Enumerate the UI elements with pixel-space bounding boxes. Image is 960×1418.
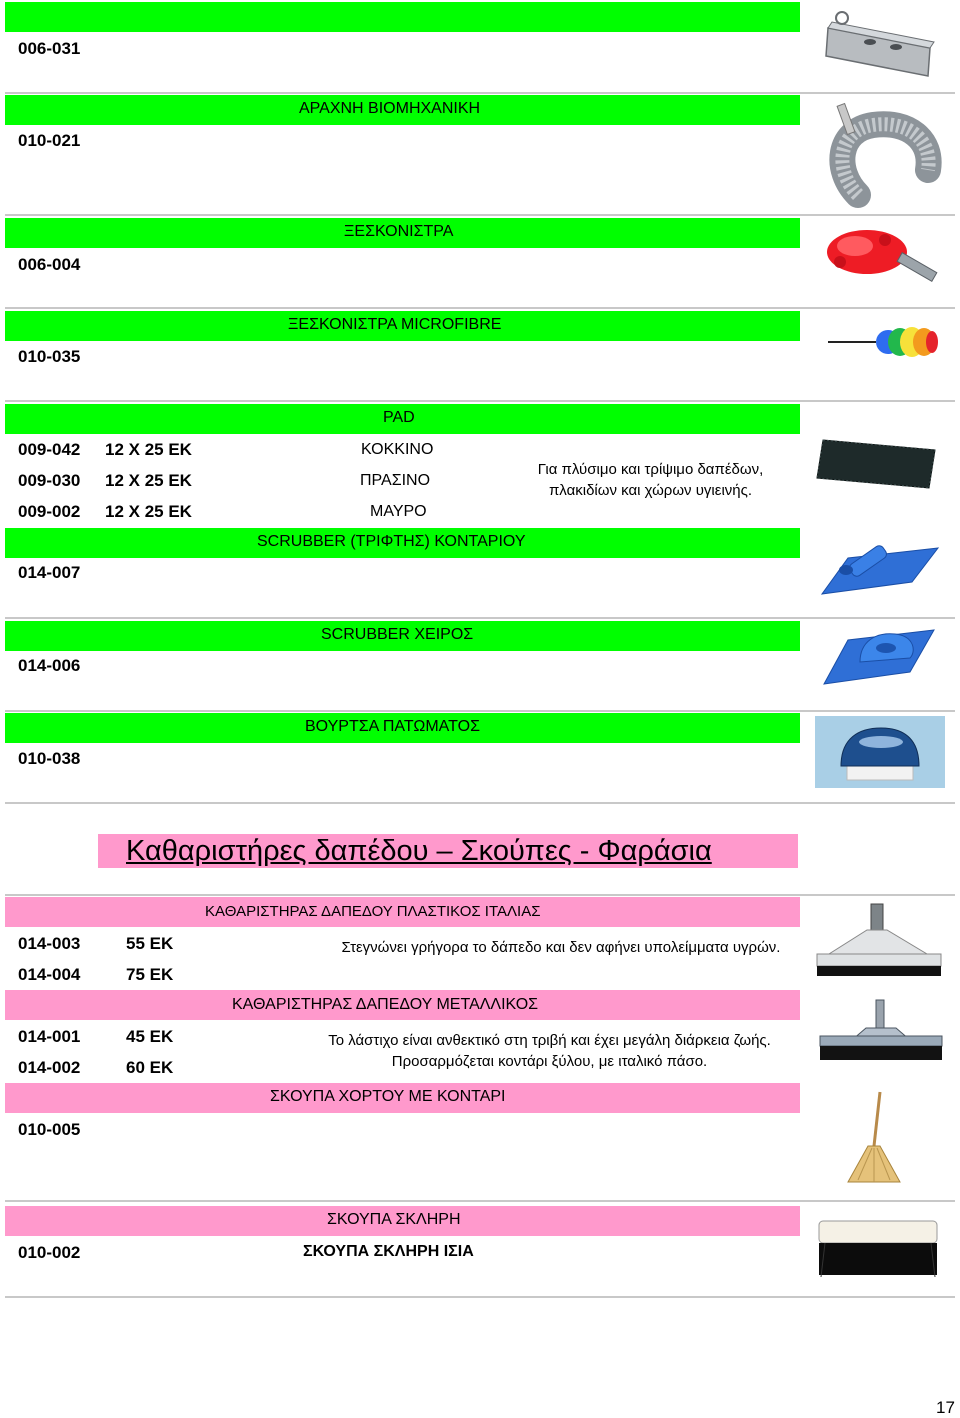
product-name: ΒΟΥΡΤΣΑ ΠΑΤΩΜΑΤΟΣ — [305, 718, 480, 735]
product-code: 010-038 — [18, 749, 81, 768]
product-code: 009-030 — [18, 471, 81, 490]
product-code: 009-002 — [18, 502, 81, 521]
product-band — [5, 1083, 800, 1113]
product-code: 014-007 — [18, 563, 81, 582]
product-name: ΚΑΘΑΡΙΣΤΗΡΑΣ ΔΑΠΕΔΟΥ ΠΛΑΣΤΙΚΟΣ ΙΤΑΛΙΑΣ — [205, 903, 541, 920]
product-name: ΣΚΟΥΠΑ ΣΚΛΗΡΗ — [327, 1211, 461, 1228]
product-code: 014-003 — [18, 934, 81, 953]
floor-brush-image — [815, 716, 945, 788]
squeegee-holder-image — [818, 8, 943, 83]
product-band — [5, 528, 800, 558]
product-name: SCRUBBER (ΤΡΙΦΤΗΣ) ΚΟΝΤΑΡΙΟΥ — [257, 533, 526, 550]
product-name: ΚΑΘΑΡΙΣΤΗΡΑΣ ΔΑΠΕΔΟΥ ΜΕΤΑΛΛΙΚΟΣ — [232, 996, 539, 1013]
product-size: 60 EK — [126, 1058, 174, 1077]
product-code: 014-004 — [18, 965, 81, 984]
product-size: 75 EK — [126, 965, 174, 984]
product-name: ΞΕΣΚΟΝΙΣΤΡΑ MICROFIBRE — [288, 316, 502, 333]
straw-broom-image — [842, 1090, 904, 1186]
product-color: ΚΟΚΚΙΝΟ — [361, 441, 434, 458]
row-divider — [5, 307, 955, 309]
product-name: SCRUBBER ΧΕΙΡΟΣ — [321, 626, 474, 643]
row-divider — [5, 214, 955, 216]
product-band — [5, 990, 800, 1020]
row-divider — [5, 92, 955, 94]
row-divider — [5, 617, 955, 619]
product-size: 12 X 25 EK — [105, 471, 192, 490]
product-code: 010-002 — [18, 1243, 81, 1262]
row-divider — [5, 710, 955, 712]
product-band — [5, 311, 800, 341]
page-number: 17 — [936, 1398, 955, 1417]
product-size: 12 X 25 EK — [105, 502, 192, 521]
product-size: 45 EK — [126, 1027, 174, 1046]
product-name: ΣΚΟΥΠΑ ΧΟΡΤΟΥ ΜΕ ΚΟΝΤΑΡΙ — [270, 1088, 506, 1105]
product-band — [5, 218, 800, 248]
plastic-squeegee-image — [815, 902, 943, 980]
product-band — [5, 897, 800, 927]
section-title-banner — [98, 834, 798, 868]
product-band — [5, 713, 800, 743]
product-name: PAD — [383, 409, 415, 426]
row-divider — [5, 894, 955, 896]
product-subtitle: ΣΚΟΥΠΑ ΣΚΛΗΡΗ ΙΣΙΑ — [303, 1243, 474, 1260]
product-size: 55 EK — [126, 934, 174, 953]
product-name: ΑΡΑΧΝΗ ΒΙΟΜΗΧΑΝΙΚΗ — [299, 100, 481, 117]
row-divider — [5, 1296, 955, 1298]
product-code: 014-001 — [18, 1027, 81, 1046]
scrub-pad-image — [815, 432, 937, 492]
section-title: Καθαριστήρες δαπέδου – Σκούπες - Φαράσια — [126, 835, 712, 867]
product-color: ΜΑΥΡΟ — [370, 503, 427, 520]
cobweb-brush-image — [828, 100, 943, 208]
product-band — [5, 621, 800, 651]
product-name: ΞΕΣΚΟΝΙΣΤΡΑ — [344, 223, 454, 240]
product-code: 014-002 — [18, 1058, 81, 1077]
product-code: 006-004 — [18, 255, 81, 274]
product-code: 010-035 — [18, 347, 81, 366]
product-band-empty — [5, 2, 800, 32]
pole-scrubber-image — [818, 538, 940, 604]
product-description: Για πλύσιμο και τρίψιμο δαπέδων, πλακιδίων και χώρων υγιεινής. — [537, 461, 764, 499]
product-band — [5, 95, 800, 125]
product-color: ΠΡΑΣΙΝΟ — [360, 472, 431, 489]
product-band — [5, 404, 800, 434]
hard-broom-image — [815, 1215, 941, 1281]
row-divider — [5, 802, 955, 804]
product-code: 014-006 — [18, 656, 81, 675]
product-code: 010-005 — [18, 1120, 81, 1139]
product-code: 006-031 — [18, 39, 81, 58]
row-divider — [5, 1200, 955, 1202]
product-code: 009-042 — [18, 440, 81, 459]
product-description: Το λάστιχο είναι ανθεκτικό στη τριβή και έχει μεγάλη διάρκεια ζωής. Προσαρμόζεται κοντάρι ξύλου, με ιταλικό πάσο. — [328, 1032, 771, 1070]
product-description: Στεγνώνει γρήγορα το δάπεδο και δεν αφήνει υπολείμματα υγρών. — [341, 939, 781, 956]
product-size: 12 X 25 EK — [105, 440, 192, 459]
metal-squeegee-image — [818, 998, 944, 1064]
hand-scrubber-image — [820, 622, 938, 688]
product-band — [5, 1206, 800, 1236]
product-code: 010-021 — [18, 131, 81, 150]
feather-duster-image — [828, 322, 938, 362]
row-divider — [5, 400, 955, 402]
microfibre-duster-image — [825, 222, 943, 294]
